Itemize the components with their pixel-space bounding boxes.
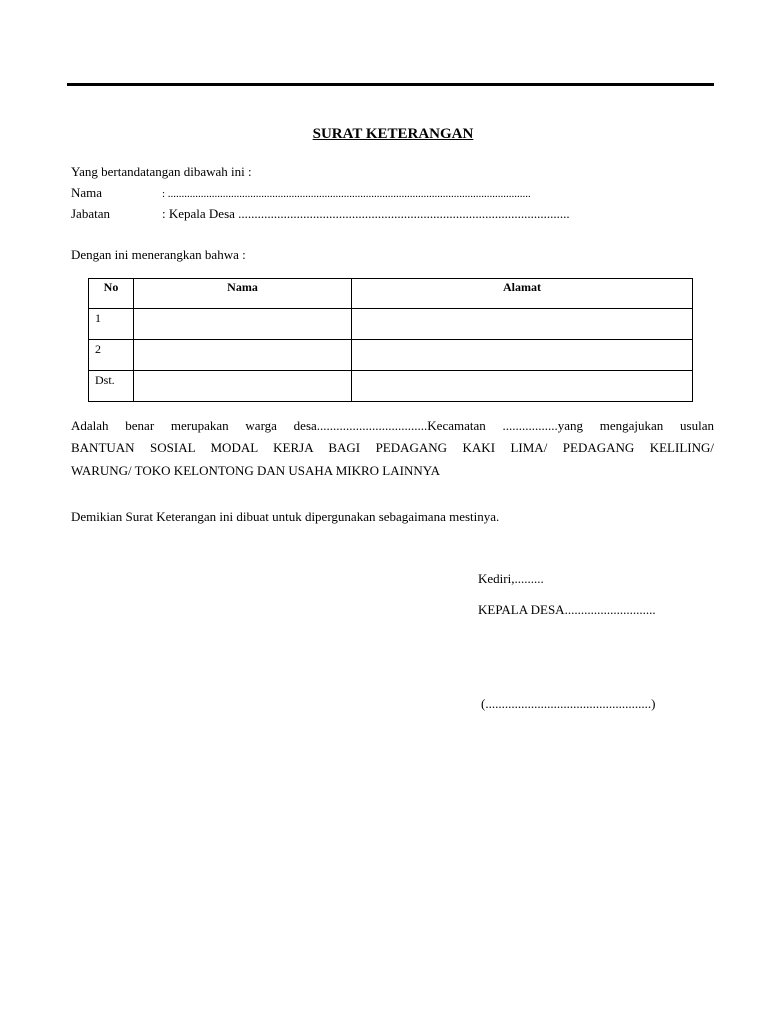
cell-nama [134, 371, 352, 402]
cell-alamat [352, 371, 693, 402]
header-no: No [89, 279, 134, 309]
header-alamat: Alamat [352, 279, 693, 309]
body-line-3: WARUNG/ TOKO KELONTONG DAN USAHA MIKRO LAINNYA [71, 463, 441, 478]
cell-alamat [352, 340, 693, 371]
jabatan-label: Jabatan [71, 206, 110, 221]
cell-no: 1 [89, 309, 134, 340]
citizen-table [88, 278, 693, 402]
cell-nama [134, 340, 352, 371]
nama-value [162, 185, 531, 201]
signer-name-blank: (...................................................) [481, 696, 656, 711]
body-line-2: BANTUAN SOSIAL MODAL KERJA BAGI PEDAGANG KAKI LIMA/ PEDAGANG KELILING/ [71, 440, 714, 455]
table-row [89, 309, 693, 340]
signer-position: KEPALA DESA............................ [478, 602, 656, 617]
jabatan-value: : Kepala Desa ...................................................................................................... [162, 206, 570, 221]
statement-text: Dengan ini menerangkan bahwa : [71, 247, 246, 262]
header-nama: Nama [134, 279, 352, 309]
nama-label: Nama [71, 185, 103, 200]
table-row [89, 340, 693, 371]
nama-dots: : .................................................................................................................................... [162, 188, 531, 200]
place-date: Kediri,......... [478, 571, 544, 586]
intro-text: Yang bertandatangan dibawah ini : [71, 164, 252, 179]
closing-text: Demikian Surat Keterangan ini dibuat untuk dipergunakan sebagaimana mestinya. [71, 509, 500, 524]
header-rule [67, 83, 714, 86]
table-header-row [89, 279, 693, 309]
cell-no: Dst. [89, 371, 134, 402]
cell-alamat [352, 309, 693, 340]
cell-nama [134, 309, 352, 340]
body-line-1: Adalah benar merupakan warga desa..................................Kecamatan .................yang mengajukan usulan [71, 418, 714, 433]
cell-no: 2 [89, 340, 134, 371]
document-title: SURAT KETERANGAN [312, 126, 474, 142]
table-row [89, 371, 693, 402]
